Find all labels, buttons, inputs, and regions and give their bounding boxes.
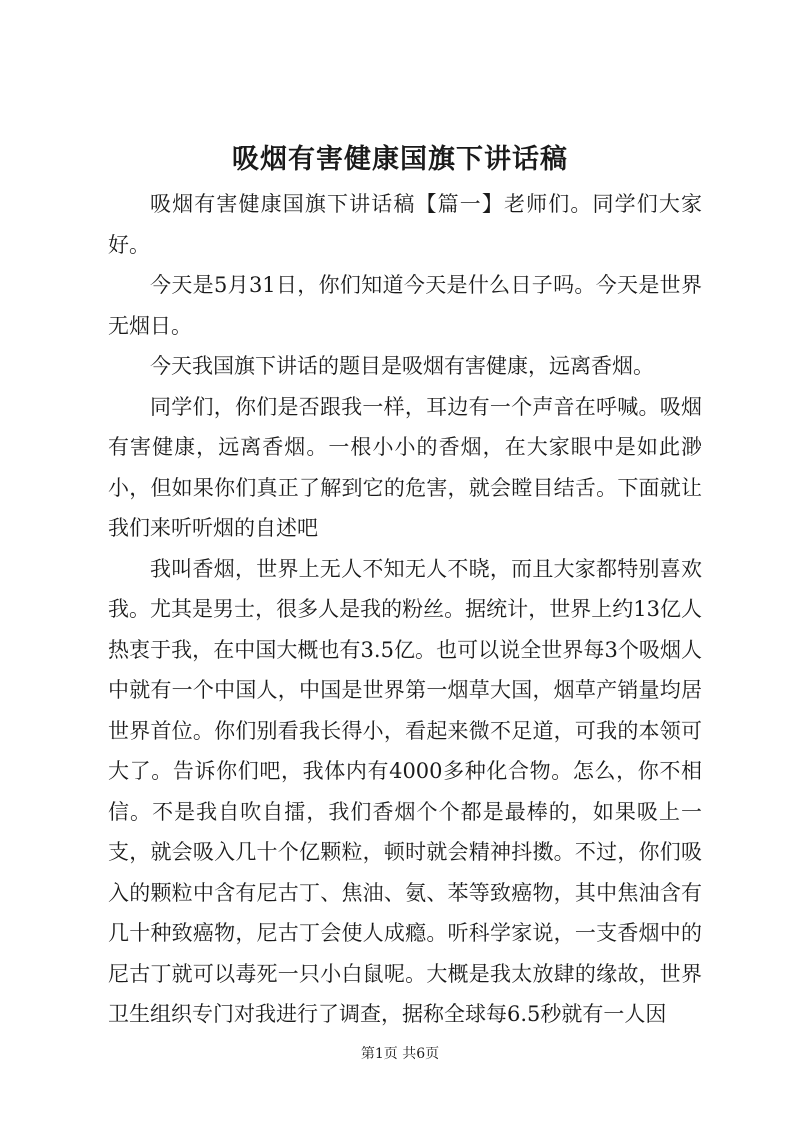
- document-title: 吸烟有害健康国旗下讲话稿: [232, 144, 568, 175]
- paragraph: 我叫香烟，世界上无人不知无人不晓，而且大家都特别喜欢我。尤其是男士，很多人是我的粉丝。据统计，世界上约13亿人热衷于我，在中国大概也有3.5亿。也可以说全世界每3个吸烟人中就有一个中国人，中国是世界第一烟草大国，烟草产销量均居世界首位。你们别看我长得小，看起来微不足道，可我的本领可大了。告诉你们吧，我体内有4000多种化合物。怎么，你不相信。不是我自吹自擂，我们香烟个个都是最棒的，如果吸上一支，就会吸入几十个亿颗粒，顿时就会精神抖擞。不过，你们吸入的颗粒中含有尼古丁、焦油、氨、苯等致癌物，其中焦油含有几十种致癌物，尼古丁会使人成瘾。听科学家说，一支香烟中的尼古丁就可以毒死一只小白鼠呢。大概是我太放肆的缘故，世界卫生组织专门对我进行了调查，据称全球每6.5秒就有一人因: [108, 556, 702, 1026]
- paragraph: 同学们，你们是否跟我一样，耳边有一个声音在呼喊。吸烟有害健康，远离香烟。一根小小的香烟，在大家眼中是如此渺小，但如果你们真正了解到它的危害，就会瞠目结舌。下面就让我们来听听烟的自述吧: [108, 394, 702, 540]
- paragraph: 今天是5月31日，你们知道今天是什么日子吗。今天是世界无烟日。: [108, 273, 702, 338]
- paragraph: 吸烟有害健康国旗下讲话稿【篇一】老师们。同学们大家好。: [108, 192, 702, 257]
- paragraph: 今天我国旗下讲话的题目是吸烟有害健康，远离香烟。: [150, 354, 654, 378]
- page-number-footer: 第1页 共6页: [360, 1046, 440, 1062]
- document-body: [108, 184, 702, 1035]
